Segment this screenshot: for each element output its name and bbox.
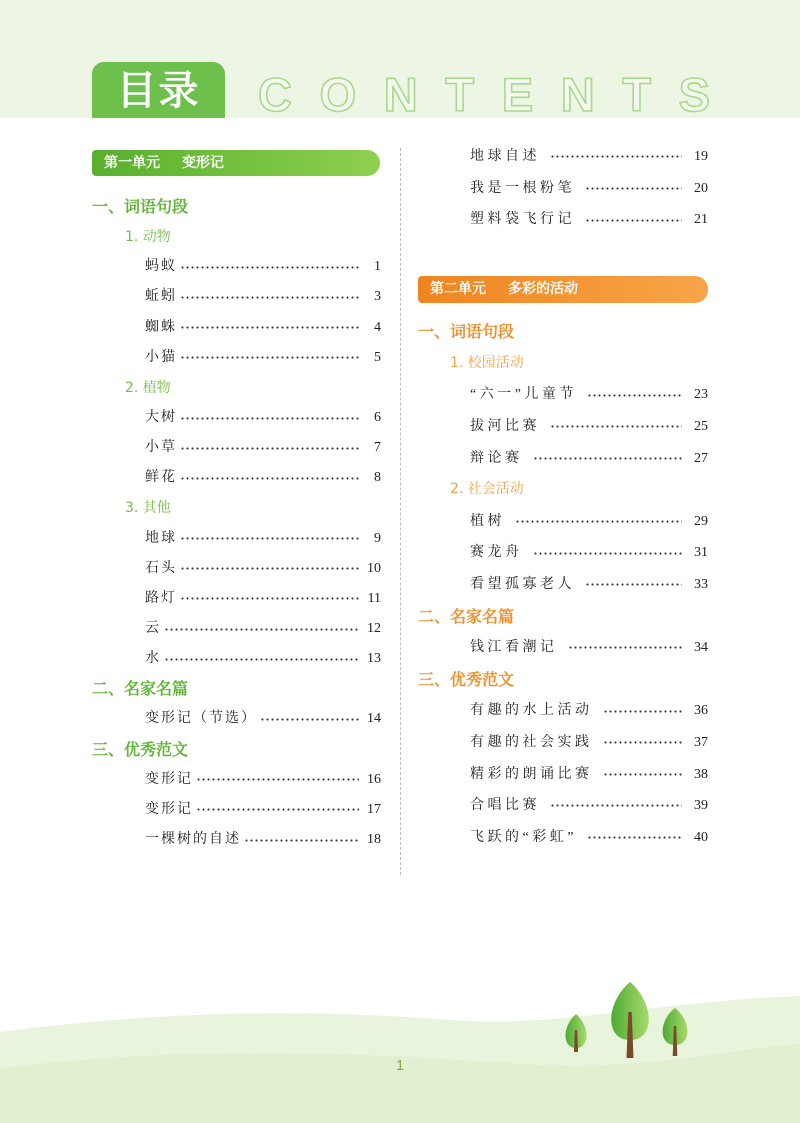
dot-leader: [180, 417, 359, 420]
entry-title: 精彩的朗诵比赛: [470, 766, 593, 782]
entry-title: 蚂蚁: [145, 259, 177, 275]
entry-page-number: 4: [374, 319, 381, 335]
entry-page-number: 23: [694, 387, 708, 403]
page-number: 1: [395, 1057, 405, 1074]
entry-title: 植树: [470, 513, 505, 529]
toc-entry: [92, 584, 381, 614]
entry-title: 有趣的水上活动: [470, 703, 593, 719]
section-heading: 一、词语句段: [92, 197, 189, 216]
dot-leader: [260, 718, 359, 721]
dot-leader: [585, 187, 682, 190]
entry-title: 蚯蚓: [145, 289, 177, 305]
dot-leader: [180, 537, 359, 540]
entry-page-number: 13: [367, 651, 381, 667]
dot-leader: [587, 836, 682, 839]
toc-entry: [418, 173, 708, 205]
subsection-heading: 2. 植物: [125, 379, 171, 396]
unit2-header: [418, 276, 708, 303]
section-heading: 二、名家名篇: [418, 606, 515, 626]
dot-leader: [533, 552, 683, 555]
toc-entry: [418, 822, 708, 854]
toc-entry: [92, 765, 381, 795]
entry-title: 变形记（节选）: [145, 711, 257, 727]
entry-page-number: 29: [694, 513, 708, 529]
toc-entry: [418, 695, 708, 727]
dot-leader: [603, 710, 683, 713]
dot-leader: [585, 583, 682, 586]
section-heading: 三、优秀范文: [418, 669, 515, 689]
entry-title: 看望孤寡老人: [470, 576, 575, 592]
dot-leader: [603, 741, 683, 744]
toc-entry: [418, 727, 708, 759]
entry-page-number: 20: [694, 180, 708, 196]
entry-title: “六一”儿童节: [470, 387, 577, 403]
subsection-heading: 1. 校园活动: [450, 354, 524, 371]
section-heading: 三、优秀范文: [92, 739, 189, 759]
dot-leader: [515, 520, 682, 523]
unit1-header: [92, 150, 380, 176]
entry-page-number: 19: [694, 149, 708, 165]
dot-leader: [585, 219, 682, 222]
entry-title: 塑料袋飞行记: [470, 212, 575, 228]
toc-entry: [418, 759, 708, 791]
dot-leader: [533, 457, 683, 460]
dot-leader: [164, 658, 359, 661]
toc-entry: [418, 506, 708, 538]
entry-title: 辩论赛: [470, 450, 523, 466]
column-divider: [400, 148, 401, 875]
entry-title: 云: [145, 620, 161, 636]
dot-leader: [550, 155, 682, 158]
dot-leader: [164, 628, 359, 631]
bottom-scenery: [0, 960, 800, 1123]
dot-leader: [180, 447, 359, 450]
toc-entry: [418, 569, 708, 601]
dot-leader: [196, 808, 359, 811]
entry-page-number: 27: [694, 450, 708, 466]
entry-page-number: 7: [374, 440, 381, 456]
entry-page-number: 14: [367, 711, 381, 727]
toc-entry: [418, 443, 708, 475]
dot-leader: [196, 778, 359, 781]
toc-entry: [92, 825, 381, 855]
entry-title: 路灯: [145, 590, 177, 606]
toc-entry: [92, 524, 381, 554]
entry-page-number: 1: [374, 259, 381, 275]
entry-page-number: 5: [374, 349, 381, 365]
toc-entry: [418, 141, 708, 173]
toc-entry: [418, 632, 708, 664]
subsection-heading: 3. 其他: [125, 500, 171, 517]
section-heading: 二、名家名篇: [92, 679, 189, 699]
entry-page-number: 12: [367, 620, 381, 636]
dot-leader: [180, 477, 359, 480]
entry-title: 小猫: [145, 349, 177, 365]
entry-title: 飞跃的“彩虹”: [470, 829, 577, 845]
entry-title: 大树: [145, 409, 177, 425]
toc-left-column: [92, 192, 381, 855]
entry-page-number: 9: [374, 530, 381, 546]
entry-page-number: 16: [367, 771, 381, 787]
entry-title: 钱江看潮记: [470, 640, 558, 656]
entry-title: 石头: [145, 560, 177, 576]
dot-leader: [550, 804, 682, 807]
toc-entry: [92, 704, 381, 734]
entry-page-number: 33: [694, 576, 708, 592]
entry-title: 地球自述: [470, 149, 540, 165]
dot-leader: [603, 773, 683, 776]
dot-leader: [180, 266, 359, 269]
dot-leader: [244, 839, 359, 842]
entry-page-number: 18: [367, 831, 381, 847]
entry-title: 有趣的社会实践: [470, 734, 593, 750]
entry-page-number: 39: [694, 798, 708, 814]
toc-entry: [92, 614, 381, 644]
entry-page-number: 40: [694, 829, 708, 845]
toc-entry: [92, 644, 381, 674]
toc-right-column-continuation: [418, 141, 708, 236]
entry-title: 合唱比赛: [470, 798, 540, 814]
entry-page-number: 38: [694, 766, 708, 782]
unit2-number: 第二单元: [430, 281, 486, 297]
entry-title: 小草: [145, 440, 177, 456]
toc-entry: [418, 537, 708, 569]
contents-text: CONTENTS: [258, 68, 710, 118]
entry-title: 地球: [145, 530, 177, 546]
entry-title: 蜘蛛: [145, 319, 177, 335]
entry-page-number: 21: [694, 212, 708, 228]
entry-title: 变形记: [145, 771, 193, 787]
entry-page-number: 36: [694, 703, 708, 719]
dot-leader: [587, 394, 682, 397]
entry-title: 变形记: [145, 801, 193, 817]
toc-entry: [92, 463, 381, 493]
toc-entry: [92, 554, 381, 584]
subsection-heading: 2. 社会活动: [450, 481, 524, 498]
toc-right-column: [418, 316, 708, 853]
entry-page-number: 31: [694, 545, 708, 561]
dot-leader: [180, 567, 359, 570]
contents-wordmark: [250, 62, 720, 118]
toc-entry: [92, 343, 381, 373]
unit1-name: 变形记: [182, 155, 224, 171]
entry-page-number: 34: [694, 640, 708, 656]
entry-title: 拔河比赛: [470, 418, 540, 434]
subsection-heading: 1. 动物: [125, 229, 171, 246]
entry-page-number: 6: [374, 409, 381, 425]
page-title: 目录: [92, 62, 225, 118]
toc-entry: [418, 379, 708, 411]
toc-entry: [92, 282, 381, 312]
entry-page-number: 10: [367, 560, 381, 576]
entry-title: 我是一根粉笔: [470, 180, 575, 196]
toc-entry: [418, 790, 708, 822]
toc-entry: [92, 403, 381, 433]
toc-entry: [418, 411, 708, 443]
entry-page-number: 11: [367, 590, 381, 606]
entry-title: 赛龙舟: [470, 545, 523, 561]
dot-leader: [180, 356, 359, 359]
entry-title: 一棵树的自述: [145, 831, 241, 847]
dot-leader: [550, 425, 682, 428]
toc-entry: [92, 433, 381, 463]
toc-entry: [92, 795, 381, 825]
entry-page-number: 25: [694, 418, 708, 434]
dot-leader: [180, 296, 359, 299]
entry-page-number: 37: [694, 734, 708, 750]
entry-title: 鲜花: [145, 470, 177, 486]
dot-leader: [180, 326, 359, 329]
entry-page-number: 3: [374, 289, 381, 305]
toc-entry: [418, 204, 708, 236]
toc-entry: [92, 313, 381, 343]
entry-page-number: 8: [374, 470, 381, 486]
dot-leader: [180, 597, 359, 600]
section-heading: 一、词语句段: [418, 322, 515, 342]
entry-title: 水: [145, 651, 161, 667]
toc-entry: [92, 252, 381, 282]
dot-leader: [568, 646, 683, 649]
unit2-name: 多彩的活动: [508, 281, 578, 297]
entry-page-number: 17: [367, 801, 381, 817]
unit1-number: 第一单元: [104, 155, 160, 171]
